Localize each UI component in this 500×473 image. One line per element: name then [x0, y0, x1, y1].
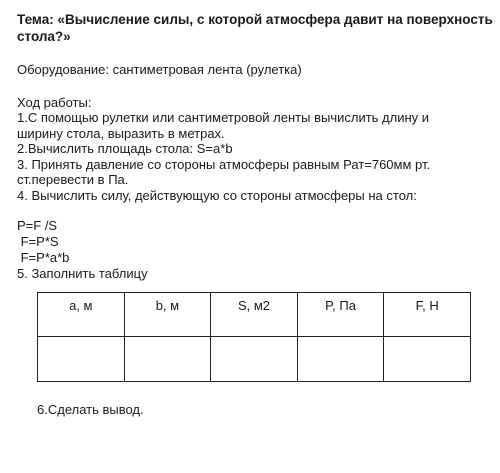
table-cell [124, 337, 211, 382]
table-cell [38, 337, 125, 382]
procedure-line-1: 1.С помощью рулетки или сантиметровой ленты вычислить длину и [17, 110, 430, 125]
title-line-2: стола?» [17, 29, 71, 44]
title-line-1: Тема: «Вычисление силы, с которой атмосфера давит на поверхность [17, 12, 493, 27]
equipment: Оборудование: сантиметровая лента (рулетка) [17, 62, 302, 77]
results-table [37, 292, 471, 382]
table-cell [211, 337, 298, 382]
table-row [38, 337, 471, 382]
table-cell [297, 337, 384, 382]
conclusion: 6.Сделать вывод. [37, 402, 144, 417]
formula-2: F=P*S [17, 234, 59, 249]
step-5: 5. Заполнить таблицу [17, 266, 148, 281]
table-cell [384, 337, 471, 382]
table-header-cell: S, м2 [211, 293, 298, 337]
table-header-cell: F, Н [384, 293, 471, 337]
procedure-line-3: 2.Вычислить площадь стола: S=a*b [17, 141, 233, 156]
document [17, 11, 493, 282]
formula-3: F=P*a*b [17, 250, 70, 265]
procedure-line-6: 4. Вычислить силу, действующую со стороны атмосферы на стол: [17, 187, 417, 203]
table-header-cell: а, м [38, 293, 125, 337]
table-header-row [38, 293, 471, 337]
procedure-line-2: ширину стола, выразить в метрах. [17, 125, 225, 141]
formula-1: P=F /S [17, 218, 58, 233]
formulas [17, 218, 487, 266]
procedure-line-5: ст.перевести в Па. [17, 172, 129, 187]
procedure-heading: Ход работы: [17, 94, 92, 110]
procedure-line-4: 3. Принять давление со стороны атмосферы равным Рат=760мм рт. [17, 156, 431, 172]
table-header-cell: b, м [124, 293, 211, 337]
table-header-cell: P, Па [297, 293, 384, 337]
